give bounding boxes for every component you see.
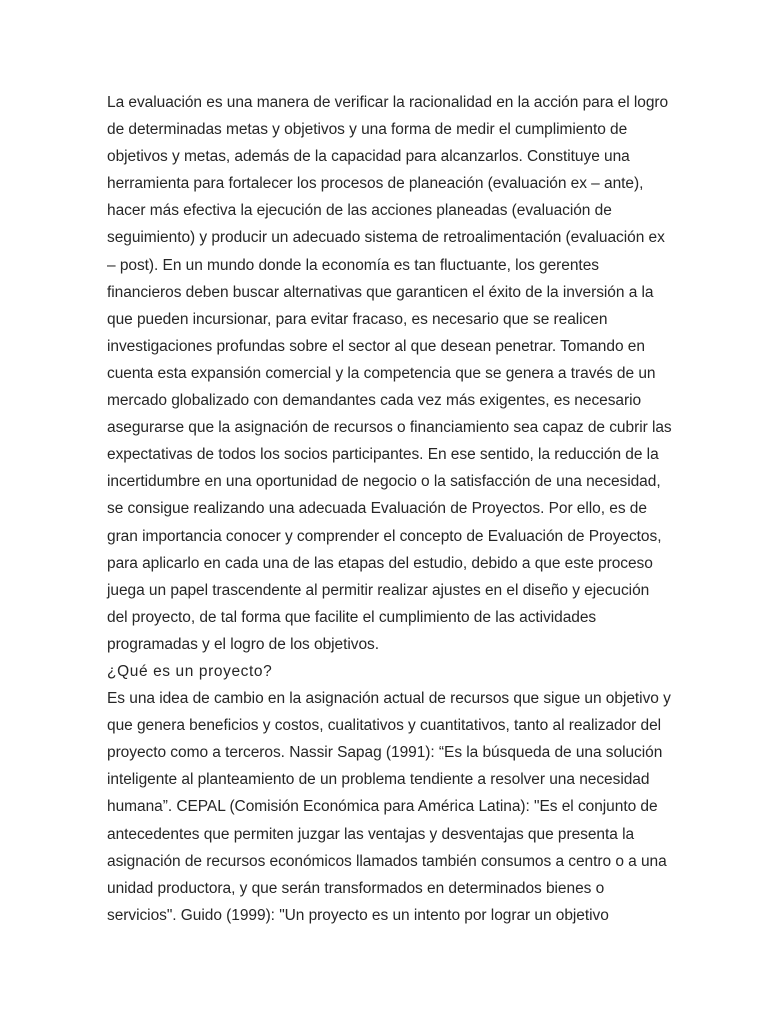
section-heading: ¿Qué es un proyecto?: [107, 662, 273, 680]
paragraph-line: del proyecto, de tal forma que facilite el cumplimiento de las actividades: [107, 608, 597, 626]
paragraph-line: expectativas de todos los socios participantes. En ese sentido, la reducción de la: [107, 446, 659, 464]
paragraph-line: asegurarse que la asignación de recursos o financiamiento sea capaz de cubrir las: [107, 419, 672, 437]
paragraph-line: humana”. CEPAL (Comisión Económica para América Latina): "Es el conjunto de: [107, 798, 658, 816]
paragraph-line: asignación de recursos económicos llamados también consumos a centro o a una: [107, 852, 667, 870]
paragraph-line: objetivos y metas, además de la capacidad para alcanzarlos. Constituye una: [107, 148, 630, 166]
paragraph-line: que genera beneficios y costos, cualitativos y cuantitativos, tanto al realizador del: [107, 717, 662, 735]
paragraph-line: antecedentes que permiten juzgar las ventajas y desventajas que presenta la: [107, 825, 635, 843]
paragraph-line: mercado globalizado con demandantes cada vez más exigentes, es necesario: [107, 392, 642, 410]
paragraph-line: se consigue realizando una adecuada Evaluación de Proyectos. Por ello, es de: [107, 500, 647, 518]
paragraph-line: de determinadas metas y objetivos y una forma de medir el cumplimiento de: [107, 121, 628, 139]
paragraph-line: gran importancia conocer y comprender el concepto de Evaluación de Proyectos,: [107, 527, 662, 545]
paragraph-line: La evaluación es una manera de verificar la racionalidad en la acción para el logro: [107, 94, 669, 111]
intro-paragraph: [107, 89, 672, 658]
paragraph-line: investigaciones profundas sobre el sector al que desean penetrar. Tomando en: [107, 337, 645, 355]
paragraph-line: unidad productora, y que serán transformados en determinados bienes o: [107, 879, 605, 897]
paragraph-line: financieros deben buscar alternativas que garanticen el éxito de la inversión a la: [107, 283, 654, 301]
paragraph-line: hacer más efectiva la ejecución de las acciones planeadas (evaluación de: [107, 202, 612, 220]
paragraph-line: que pueden incursionar, para evitar fracaso, es necesario que se realicen: [107, 310, 608, 328]
paragraph-line: Es una idea de cambio en la asignación actual de recursos que sigue un objetivo y: [107, 690, 671, 708]
paragraph-line: – post). En un mundo donde la economía es tan fluctuante, los gerentes: [107, 256, 599, 274]
paragraph-line: juega un papel trascendente al permitir realizar ajustes en el diseño y ejecución: [107, 581, 650, 599]
paragraph-line: herramienta para fortalecer los procesos de planeación (evaluación ex – ante),: [107, 175, 644, 193]
definition-paragraph: [107, 685, 671, 929]
paragraph-line: inteligente al planteamiento de un problema tendiente a resolver una necesidad: [107, 771, 650, 789]
paragraph-line: proyecto como a terceros. Nassir Sapag (1991): “Es la búsqueda de una solución: [107, 744, 663, 762]
paragraph-line: programadas y el logro de los objetivos.: [107, 635, 379, 653]
paragraph-line: servicios". Guido (1999): "Un proyecto es un intento por lograr un objetivo: [107, 906, 609, 924]
paragraph-line: incertidumbre en una oportunidad de negocio o la satisfacción de una necesidad,: [107, 473, 661, 491]
paragraph-line: cuenta esta expansión comercial y la competencia que se genera a través de un: [107, 364, 656, 382]
paragraph-line: para aplicarlo en cada una de las etapas del estudio, debido a que este proceso: [107, 554, 653, 572]
document-body: [107, 89, 672, 929]
paragraph-line: seguimiento) y producir un adecuado sistema de retroalimentación (evaluación ex: [107, 229, 665, 247]
